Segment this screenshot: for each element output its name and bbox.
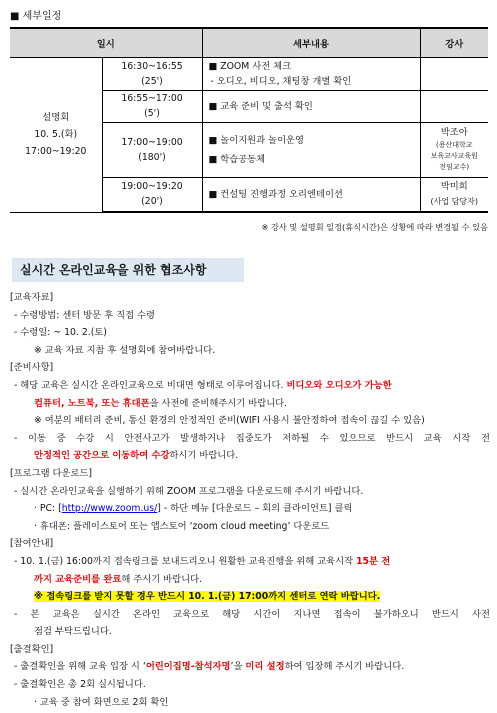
instructor-cell <box>420 90 488 122</box>
list-item: · PC: [http://www.zoom.us/] - 하단 메뉴 [다운로드 – 회의 클라이언트] 클릭 <box>34 503 353 515</box>
list-item-cont: 까지 교육준비를 완료해 주시기 바랍니다. <box>34 573 203 585</box>
list-item: - 수령일: ~ 10. 2.(토) <box>14 327 107 339</box>
list-item: - 이동 중 수강 시 안전사고가 발생하거나 집중도가 저하될 수 있으므로 반드시 교육 시작 전 <box>14 432 490 444</box>
header-instructor: 강사 <box>420 28 488 57</box>
note-item: ※ 여분의 배터리 준비, 통신 환경의 안정적인 준비(WIFI 사용시 불안정하여 접속이 끊길 수 있음) <box>34 415 425 427</box>
time-cell: 16:30~16:55 (25') <box>102 57 202 90</box>
list-item: · 교육 중 참여 화면으로 2회 확인 <box>34 696 169 708</box>
note-item: ※ 교육 자료 지참 후 설명회에 참여바랍니다. <box>34 344 216 356</box>
note-item: ※ 접속링크를 받지 못할 경우 반드시 10. 1.(금) 17:00까지 센터로 연락 바랍니다. <box>34 591 381 603</box>
content-cell: ■ 교육 준비 및 출석 확인 <box>202 90 420 122</box>
zoom-link[interactable]: http://www.zoom.us/ <box>61 503 158 515</box>
list-item: - 본 교육은 실시간 온라인 교육으로 해당 시간이 지나면 접속이 불가하오니 반드시 사전 <box>14 608 490 620</box>
date-cell: 설명회 10. 5.(화) 17:00~19:20 <box>10 57 102 212</box>
guide-body <box>10 289 490 711</box>
list-item-cont: 점검 부탁드립니다. <box>34 626 112 638</box>
list-item: - 10. 1.(금) 16:00까지 접속링크를 보내드리오니 원활한 교육진행을 위해 교육시작 15분 전 <box>14 555 391 567</box>
instructor-cell: 박미희 (사업 담당자) <box>420 177 488 212</box>
section-banner: 실시간 온라인교육을 위한 협조사항 <box>12 258 244 282</box>
section-title: ■ 세부일정 <box>10 11 62 22</box>
list-item-cont: 안정적인 공간으로 이동하여 수강하시기 바랍니다. <box>34 450 239 462</box>
header-content: 세부내용 <box>202 28 420 57</box>
heading-participation: [참여안내] <box>10 538 54 550</box>
time-cell: 19:00~19:20 (20') <box>102 177 202 212</box>
list-item: - 출결확인을 위해 교육 입장 시 ‘어린이집명-참석자명’을 미리 설정하여 입장해 주시기 바랍니다. <box>14 661 405 673</box>
instructor-cell <box>420 57 488 90</box>
schedule-note: ※ 강사 및 설명회 일정(휴식시간)은 상황에 따라 변경될 수 있음 <box>261 222 488 232</box>
list-item: - 실시간 온라인교육을 실행하기 위해 ZOOM 프로그램을 다운로드해 주시기 바랍니다. <box>14 485 364 497</box>
content-cell: ■ 컨설팅 진행과정 오리엔테이션 <box>202 177 420 212</box>
heading-preparation: [준비사항] <box>10 362 54 374</box>
time-cell: 16:55~17:00 (5') <box>102 90 202 122</box>
content-cell: ■ ZOOM 사전 체크 - 오디오, 비디오, 채팅창 개별 확인 <box>202 57 420 90</box>
content-cell: ■ 놀이지원과 놀이운영 ■ 학습공동체 <box>202 122 420 177</box>
heading-attendance: [출결확인] <box>10 643 54 655</box>
instructor-cell: 박조아 (용산대학교 보육교사교육원 전임교수) <box>420 122 488 177</box>
list-item: · 휴대폰: 플레이스토어 또는 앱스토어 ‘zoom cloud meeting’ 다운로드 <box>34 520 330 532</box>
list-item: - 출결확인은 총 2회 실시됩니다. <box>14 679 146 691</box>
schedule-table <box>10 27 488 213</box>
list-item: - 수령방법: 센터 방문 후 직접 수령 <box>14 309 155 321</box>
header-datetime: 일시 <box>10 28 202 57</box>
list-item-cont: 컴퓨터, 노트북, 또는 휴대폰을 사전에 준비해주시기 바랍니다. <box>34 397 288 409</box>
time-cell: 17:00~19:00 (180') <box>102 122 202 177</box>
list-item: - 해당 교육은 실시간 온라인교육으로 비대면 형태로 이루어집니다. 비디오와 오디오가 가능한 <box>14 379 392 391</box>
heading-materials: [교육자료] <box>10 292 54 303</box>
heading-download: [프로그램 다운로드] <box>10 467 93 479</box>
